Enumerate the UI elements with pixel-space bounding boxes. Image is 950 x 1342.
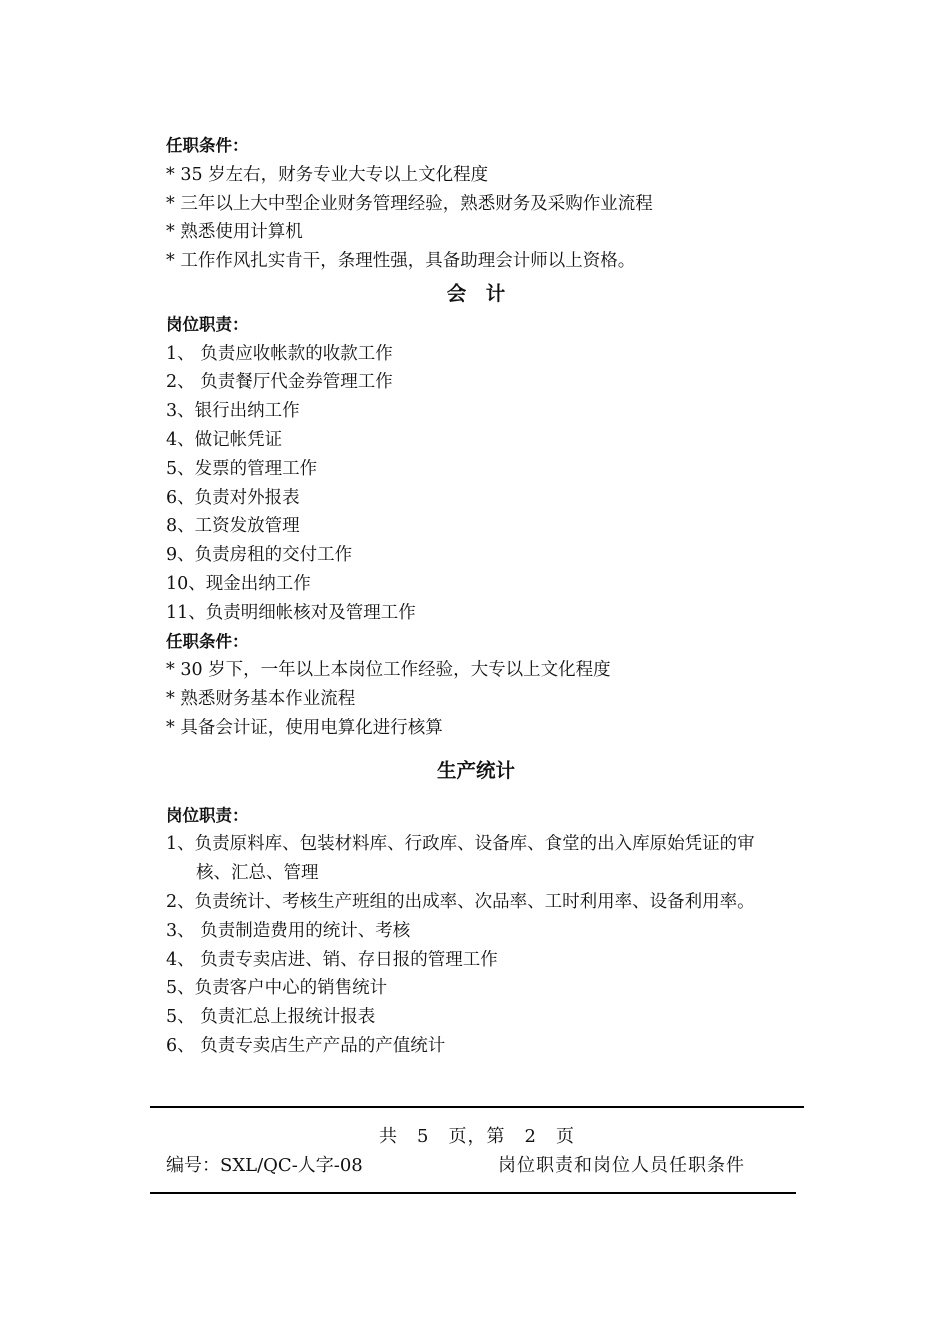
production-duty-7: 6、 负责专卖店生产产品的产值统计 <box>166 1035 446 1056</box>
footer-document-code: 编号：SXL/QC-人字-08 <box>166 1155 363 1176</box>
production-duty-6: 5、 负责汇总上报统计报表 <box>166 1007 376 1028</box>
accountant-duties-label: 岗位职责： <box>166 314 249 334</box>
accountant-duty-2: 2、 负责餐厅代金券管理工作 <box>166 372 393 393</box>
section1-req-4: * 工作作风扎实肯干，条理性强，具备助理会计师以上资格。 <box>166 251 636 272</box>
section1-requirements-label: 任职条件： <box>166 136 249 155</box>
footer-document-title: 岗位职责和岗位人员任职条件 <box>498 1155 745 1176</box>
accountant-duty-4: 4、做记帐凭证 <box>166 429 283 450</box>
footer-bottom-rule <box>150 1192 796 1194</box>
accountant-req-1: * 30 岁下，一年以上本岗位工作经验，大专以上文化程度 <box>166 660 611 681</box>
section1-req-1: * 35 岁左右，财务专业大专以上文化程度 <box>166 164 489 185</box>
production-duty-5: 5、负责客户中心的销售统计 <box>166 978 388 999</box>
accountant-title: 会 计 <box>446 281 506 305</box>
accountant-duty-9: 10、现金出纳工作 <box>166 573 311 594</box>
accountant-duty-6: 6、负责对外报表 <box>166 487 300 508</box>
accountant-duty-8: 9、负责房租的交付工作 <box>166 545 353 566</box>
accountant-req-3: * 具备会计证，使用电算化进行核算 <box>166 717 443 738</box>
production-duty-1-continued: 核、汇总、管理 <box>196 863 319 884</box>
production-duty-3: 3、 负责制造费用的统计、考核 <box>166 920 411 941</box>
footer-top-rule <box>150 1106 804 1108</box>
section1-req-3: * 熟悉使用计算机 <box>166 222 303 243</box>
accountant-duty-1: 1、 负责应收帐款的收款工作 <box>166 343 393 364</box>
accountant-duty-3: 3、银行出纳工作 <box>166 401 300 422</box>
page-content <box>166 132 806 1061</box>
section1-req-2: * 三年以上大中型企业财务管理经验，熟悉财务及采购作业流程 <box>166 193 653 214</box>
accountant-duty-7: 8、工资发放管理 <box>166 516 300 537</box>
production-duty-4: 4、 负责专卖店进、销、存日报的管理工作 <box>166 949 498 970</box>
accountant-duty-10: 11、负责明细帐核对及管理工作 <box>166 602 416 623</box>
production-duties-label: 岗位职责： <box>166 805 249 825</box>
production-stats-title: 生产统计 <box>436 758 515 782</box>
footer-page-info: 共 5 页，第 2 页 <box>379 1126 575 1147</box>
production-duty-1: 1、负责原料库、包装材料库、行政库、设备库、食堂的出入库原始凭证的审 <box>166 834 755 855</box>
production-duty-2: 2、负责统计、考核生产班组的出成率、次品率、工时利用率、设备利用率。 <box>166 891 755 912</box>
accountant-requirements-label: 任职条件： <box>166 631 249 651</box>
accountant-req-2: * 熟悉财务基本作业流程 <box>166 689 356 710</box>
accountant-duty-5: 5、发票的管理工作 <box>166 458 318 479</box>
